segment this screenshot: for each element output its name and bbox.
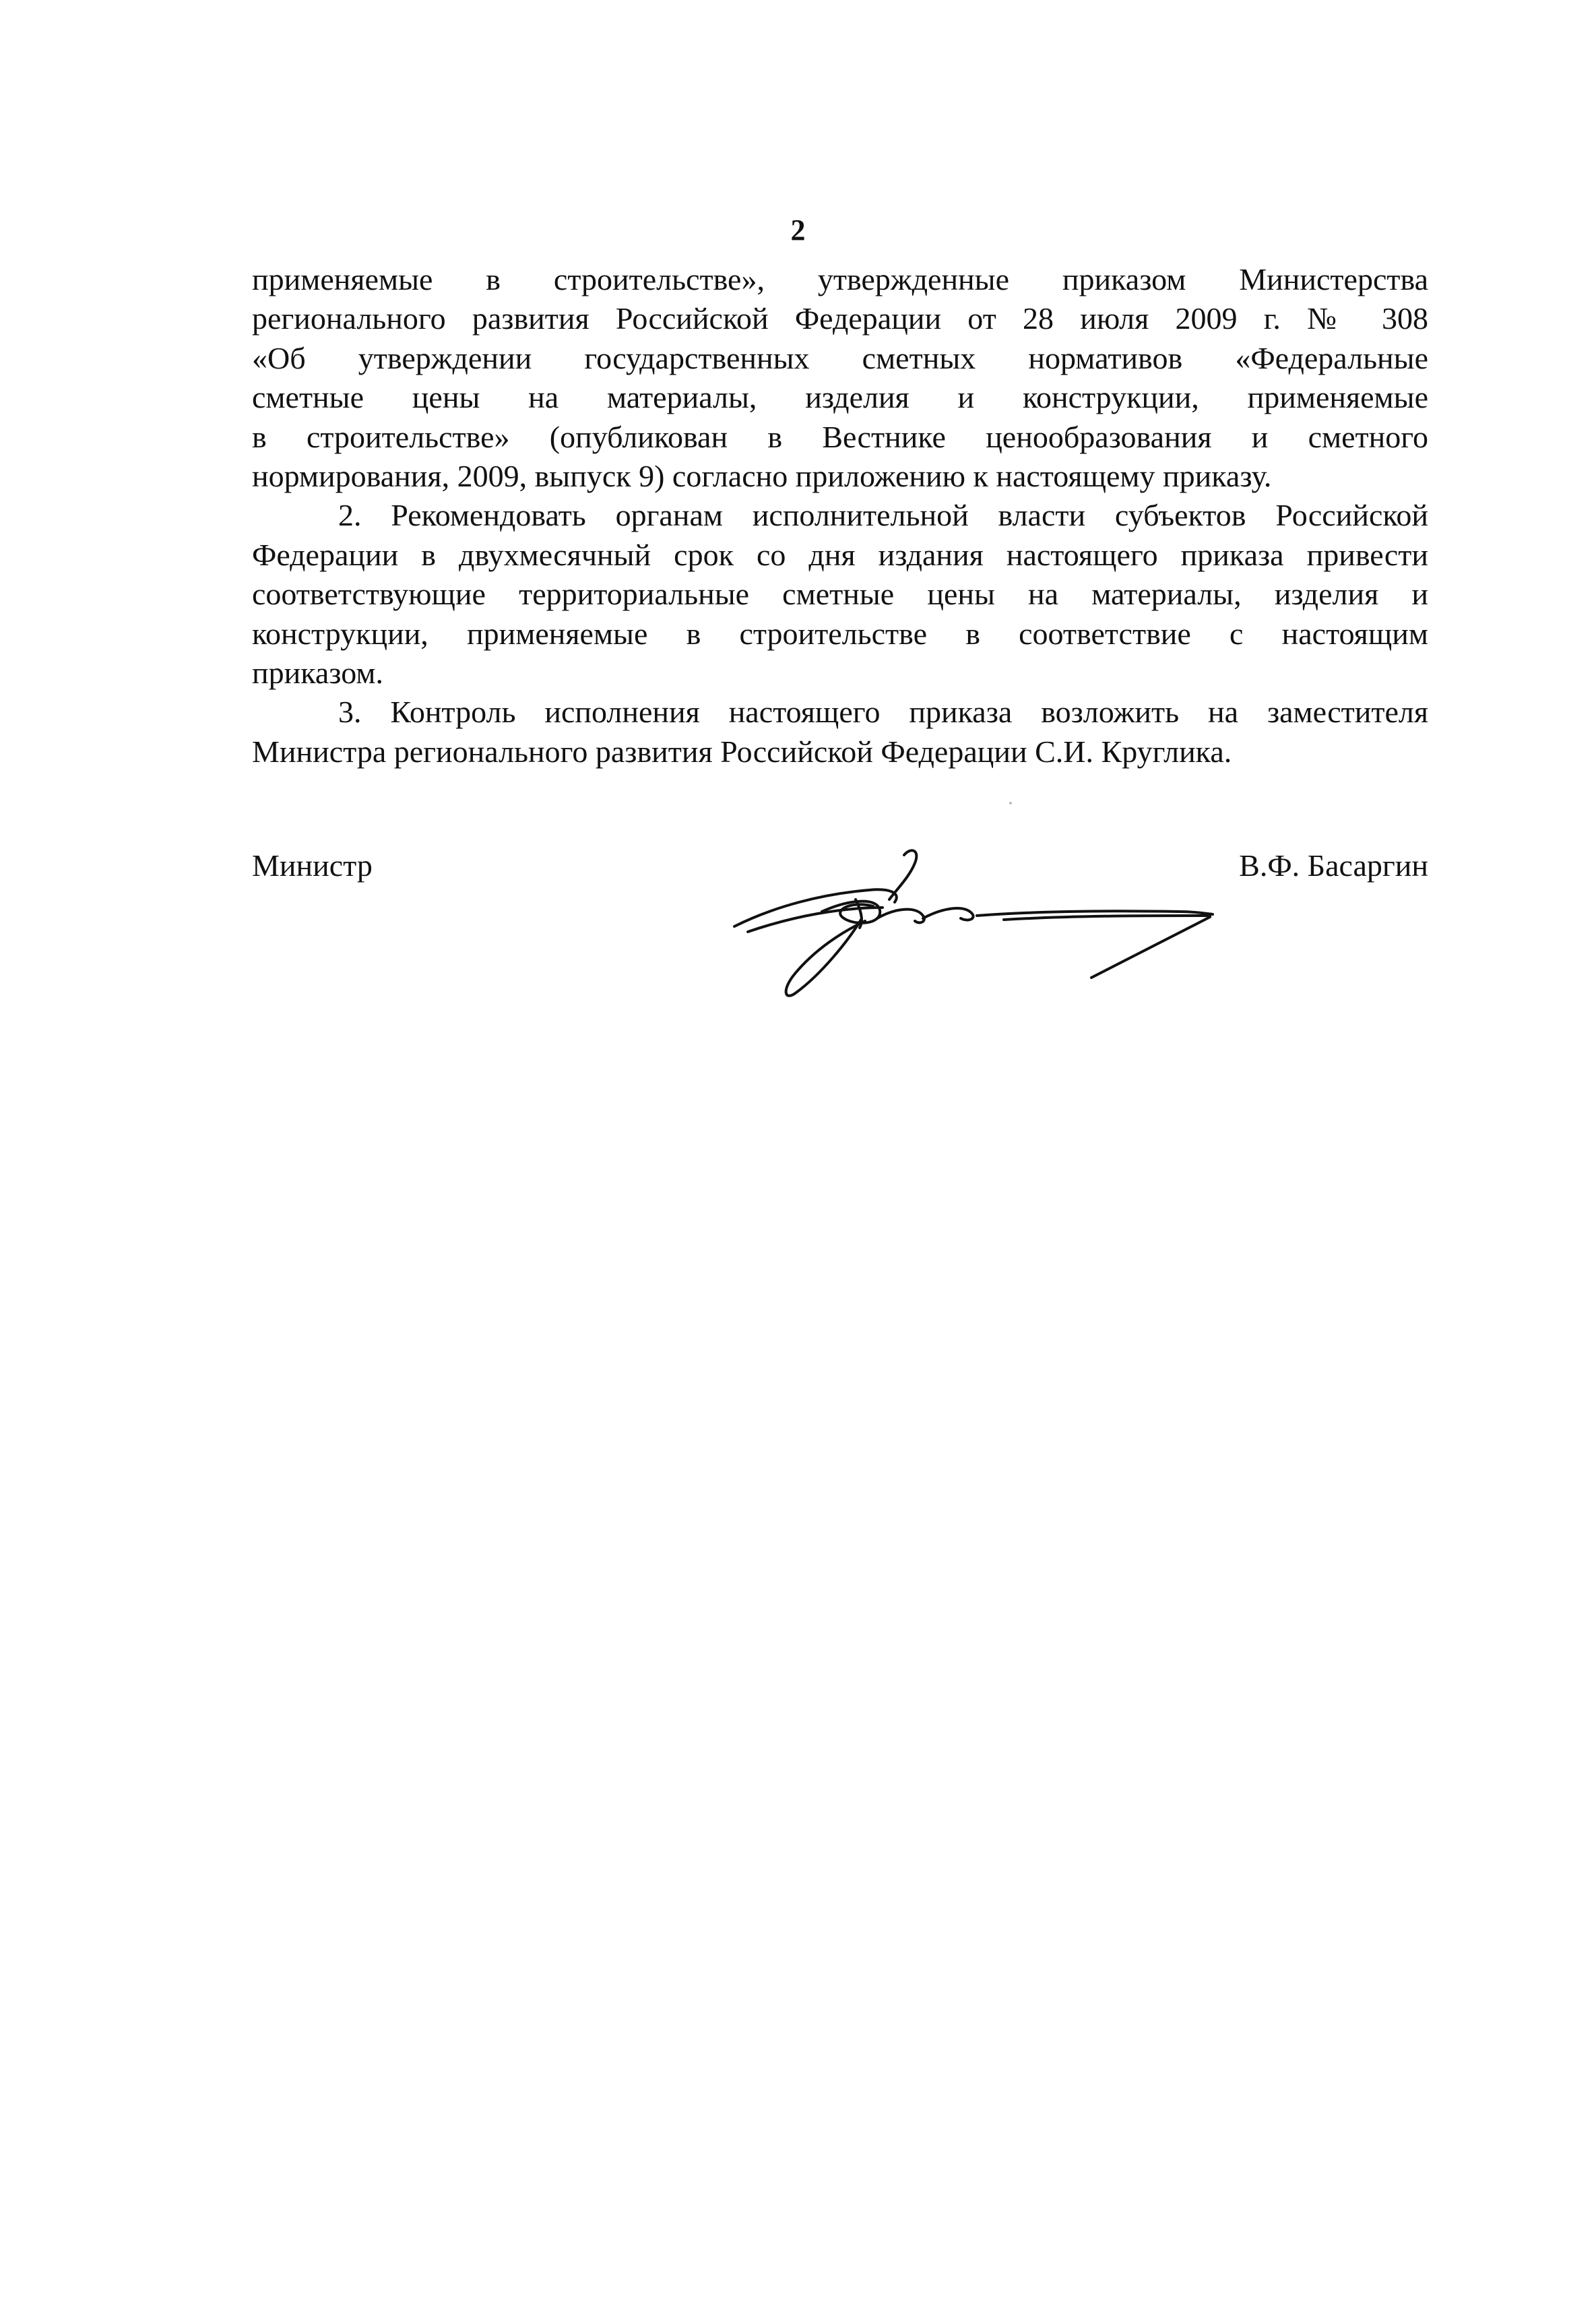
text-line: в строительстве» (опубликован в Вестнике ценообразования и сметного [252, 419, 1428, 454]
text-line: нормирования, 2009, выпуск 9) согласно приложению к настоящему приказу. [252, 459, 1272, 494]
text-line: «Об утверждении государственных сметных нормативов «Федеральные [252, 340, 1428, 375]
text-line: применяемые в строительстве», утвержденные приказом Министерства [252, 262, 1428, 296]
scan-speck [1009, 802, 1012, 804]
text-line: приказом. [252, 656, 383, 691]
paragraph-continuation [252, 260, 1428, 496]
text-line: соответствующие территориальные сметные цены на материалы, изделия и [252, 577, 1428, 612]
text-line: регионального развития Российской Федерации от 28 июля 2009 г. № 308 [252, 301, 1428, 336]
text-line: Федерации в двухмесячный срок со дня издания настоящего приказа привести [252, 537, 1428, 572]
text-line: конструкции, применяемые в строительстве в соответствие с настоящим [252, 616, 1428, 651]
text-line: сметные цены на материалы, изделия и конструкции, применяемые [252, 380, 1428, 415]
text-line: Министра регионального развития Российской Федерации С.И. Круглика. [252, 734, 1232, 769]
paragraph-item-3 [252, 693, 1428, 771]
paragraph-item-2 [252, 496, 1428, 693]
document-body [252, 260, 1428, 771]
handwritten-signature [721, 846, 1260, 1021]
page-number: 2 [790, 214, 806, 247]
position-title: Министр [252, 848, 373, 883]
text-line: 2. Рекомендовать органам исполнительной власти субъектов Российской [338, 498, 1428, 533]
text-line: 3. Контроль исполнения настоящего приказа возложить на заместителя [338, 695, 1428, 730]
signer-name: В.Ф. Басаргин [1239, 848, 1428, 883]
